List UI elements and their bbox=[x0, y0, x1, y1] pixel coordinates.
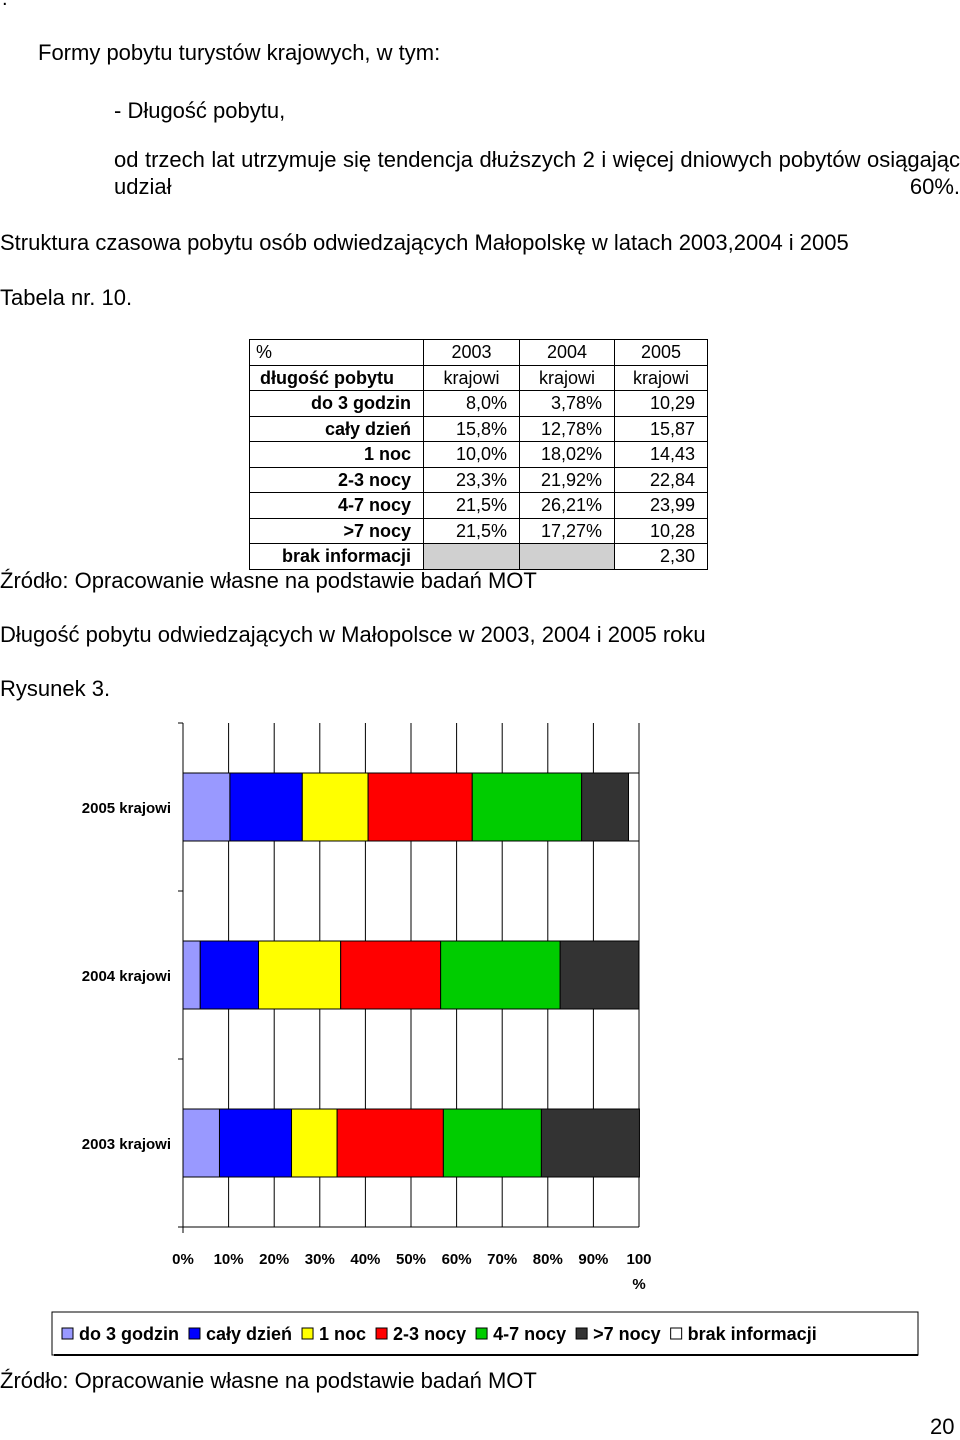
table-source: Źródło: Opracowanie własne na podstawie badań MOT bbox=[0, 568, 537, 593]
row-label: brak informacji bbox=[250, 544, 424, 570]
legend-label: brak informacji bbox=[687, 1324, 817, 1344]
legend-swatch bbox=[376, 1328, 387, 1339]
x-tick-label: 70% bbox=[487, 1251, 518, 1268]
section-heading: Formy pobytu turystów krajowych, w tym: bbox=[38, 40, 441, 65]
legend-swatch bbox=[576, 1328, 587, 1339]
bar-segment bbox=[302, 773, 368, 841]
bar-segment bbox=[259, 941, 341, 1009]
x-tick-label: 20% bbox=[259, 1251, 290, 1268]
cell-2003 bbox=[424, 544, 520, 570]
cell-2003: 21,5% bbox=[424, 493, 520, 519]
cell-2004: 18,02% bbox=[520, 442, 615, 468]
bar-segment bbox=[183, 773, 230, 841]
legend-swatch bbox=[476, 1328, 487, 1339]
cell-2003: 15,8% bbox=[424, 416, 520, 442]
bar-segment bbox=[629, 773, 639, 841]
legend-label: cały dzień bbox=[205, 1324, 293, 1344]
table-caption: Tabela nr. 10. bbox=[0, 285, 133, 310]
row-label: 2-3 nocy bbox=[250, 467, 424, 493]
cell-2003: 23,3% bbox=[424, 467, 520, 493]
table-row bbox=[250, 391, 708, 417]
bullet-item: - Długość pobytu, bbox=[114, 98, 286, 123]
legend-swatch bbox=[189, 1328, 200, 1339]
cell-2005: 10,29 bbox=[615, 391, 708, 417]
cell-2004: 17,27% bbox=[520, 518, 615, 544]
bar-segment bbox=[541, 1109, 639, 1177]
bar-segment bbox=[582, 773, 629, 841]
cell-2004: 21,92% bbox=[520, 467, 615, 493]
header-cell: 2004 bbox=[520, 340, 615, 366]
table-row bbox=[250, 416, 708, 442]
x-tick-label: 0% bbox=[172, 1251, 194, 1268]
x-tick-label: 40% bbox=[350, 1251, 381, 1268]
cell-2004: 26,21% bbox=[520, 493, 615, 519]
legend-label: 4-7 nocy bbox=[493, 1324, 567, 1344]
cell-2003: 21,5% bbox=[424, 518, 520, 544]
category-label: 2004 krajowi bbox=[81, 968, 171, 985]
bar-segment bbox=[230, 773, 302, 841]
legend-swatch bbox=[671, 1328, 682, 1339]
figure-caption: Rysunek 3. bbox=[0, 676, 111, 701]
row-label: >7 nocy bbox=[250, 518, 424, 544]
table-row bbox=[250, 518, 708, 544]
table-row bbox=[250, 442, 708, 468]
header-cell: 2003 bbox=[424, 340, 520, 366]
table-row bbox=[250, 493, 708, 519]
chart-source: Źródło: Opracowanie własne na podstawie badań MOT bbox=[0, 1368, 537, 1393]
x-tick-label: 100 bbox=[626, 1251, 652, 1268]
x-tick-label: 50% bbox=[395, 1251, 427, 1268]
row-label: 4-7 nocy bbox=[250, 493, 424, 519]
bar-segment bbox=[341, 941, 441, 1009]
bar-segment bbox=[219, 1109, 291, 1177]
x-tick-label-unit: % bbox=[632, 1276, 646, 1293]
bar-segment bbox=[441, 941, 561, 1009]
cell-2005: 15,87 bbox=[615, 416, 708, 442]
category-label: 2003 krajowi bbox=[81, 1136, 171, 1153]
cell-2005: 23,99 bbox=[615, 493, 708, 519]
subheader-cell: krajowi bbox=[615, 365, 708, 391]
corner-mark bbox=[2, 0, 8, 11]
cell-2005: 10,28 bbox=[615, 518, 708, 544]
structure-title: Struktura czasowa pobytu osób odwiedzających Małopolskę w latach 2003,2004 i 2005 bbox=[0, 230, 849, 255]
subheader-cell: długość pobytu bbox=[250, 365, 424, 391]
category-label: 2005 krajowi bbox=[81, 800, 171, 817]
cell-2005: 22,84 bbox=[615, 467, 708, 493]
row-label: 1 noc bbox=[250, 442, 424, 468]
data-table bbox=[249, 339, 708, 570]
bar-segment bbox=[337, 1109, 443, 1177]
stacked-bar-chart bbox=[0, 715, 960, 1365]
bar-segment bbox=[472, 773, 581, 841]
header-cell: 2005 bbox=[615, 340, 708, 366]
header-cell: % bbox=[250, 340, 424, 366]
row-label: cały dzień bbox=[250, 416, 424, 442]
bar-segment bbox=[560, 941, 639, 1009]
legend-label: 2-3 nocy bbox=[393, 1324, 467, 1344]
row-label: do 3 godzin bbox=[250, 391, 424, 417]
bar-segment bbox=[183, 1109, 219, 1177]
bar-segment bbox=[443, 1109, 541, 1177]
subheader-cell: krajowi bbox=[520, 365, 615, 391]
paragraph: od trzech lat utrzymuje się tendencja dłuższych 2 i więcej dniowych pobytów osiągając udział 60%. bbox=[114, 147, 960, 199]
table-header-row bbox=[250, 340, 708, 366]
chart-title: Długość pobytu odwiedzających w Małopolsce w 2003, 2004 i 2005 roku bbox=[0, 622, 706, 647]
bar-segment bbox=[200, 941, 258, 1009]
x-tick-label: 80% bbox=[532, 1251, 563, 1268]
cell-2003: 10,0% bbox=[424, 442, 520, 468]
legend-swatch bbox=[62, 1328, 73, 1339]
bar-segment bbox=[183, 941, 200, 1009]
x-tick-label: 10% bbox=[213, 1251, 244, 1268]
x-tick-label: 60% bbox=[441, 1251, 472, 1268]
cell-2003: 8,0% bbox=[424, 391, 520, 417]
cell-2005: 14,43 bbox=[615, 442, 708, 468]
legend-label: 1 noc bbox=[319, 1324, 367, 1344]
legend-label: >7 nocy bbox=[593, 1324, 661, 1344]
legend-label: do 3 godzin bbox=[79, 1324, 179, 1344]
table-row bbox=[250, 544, 708, 570]
cell-2005: 2,30 bbox=[615, 544, 708, 570]
cell-2004: 3,78% bbox=[520, 391, 615, 417]
bar-segment bbox=[292, 1109, 338, 1177]
subheader-cell: krajowi bbox=[424, 365, 520, 391]
legend-swatch bbox=[302, 1328, 313, 1339]
bar-segment bbox=[368, 773, 472, 841]
table-subheader-row bbox=[250, 365, 708, 391]
cell-2004 bbox=[520, 544, 615, 570]
x-tick-label: 90% bbox=[578, 1251, 609, 1268]
page-number: 20 bbox=[930, 1414, 955, 1439]
cell-2004: 12,78% bbox=[520, 416, 615, 442]
x-tick-label: 30% bbox=[304, 1251, 335, 1268]
table-row bbox=[250, 467, 708, 493]
